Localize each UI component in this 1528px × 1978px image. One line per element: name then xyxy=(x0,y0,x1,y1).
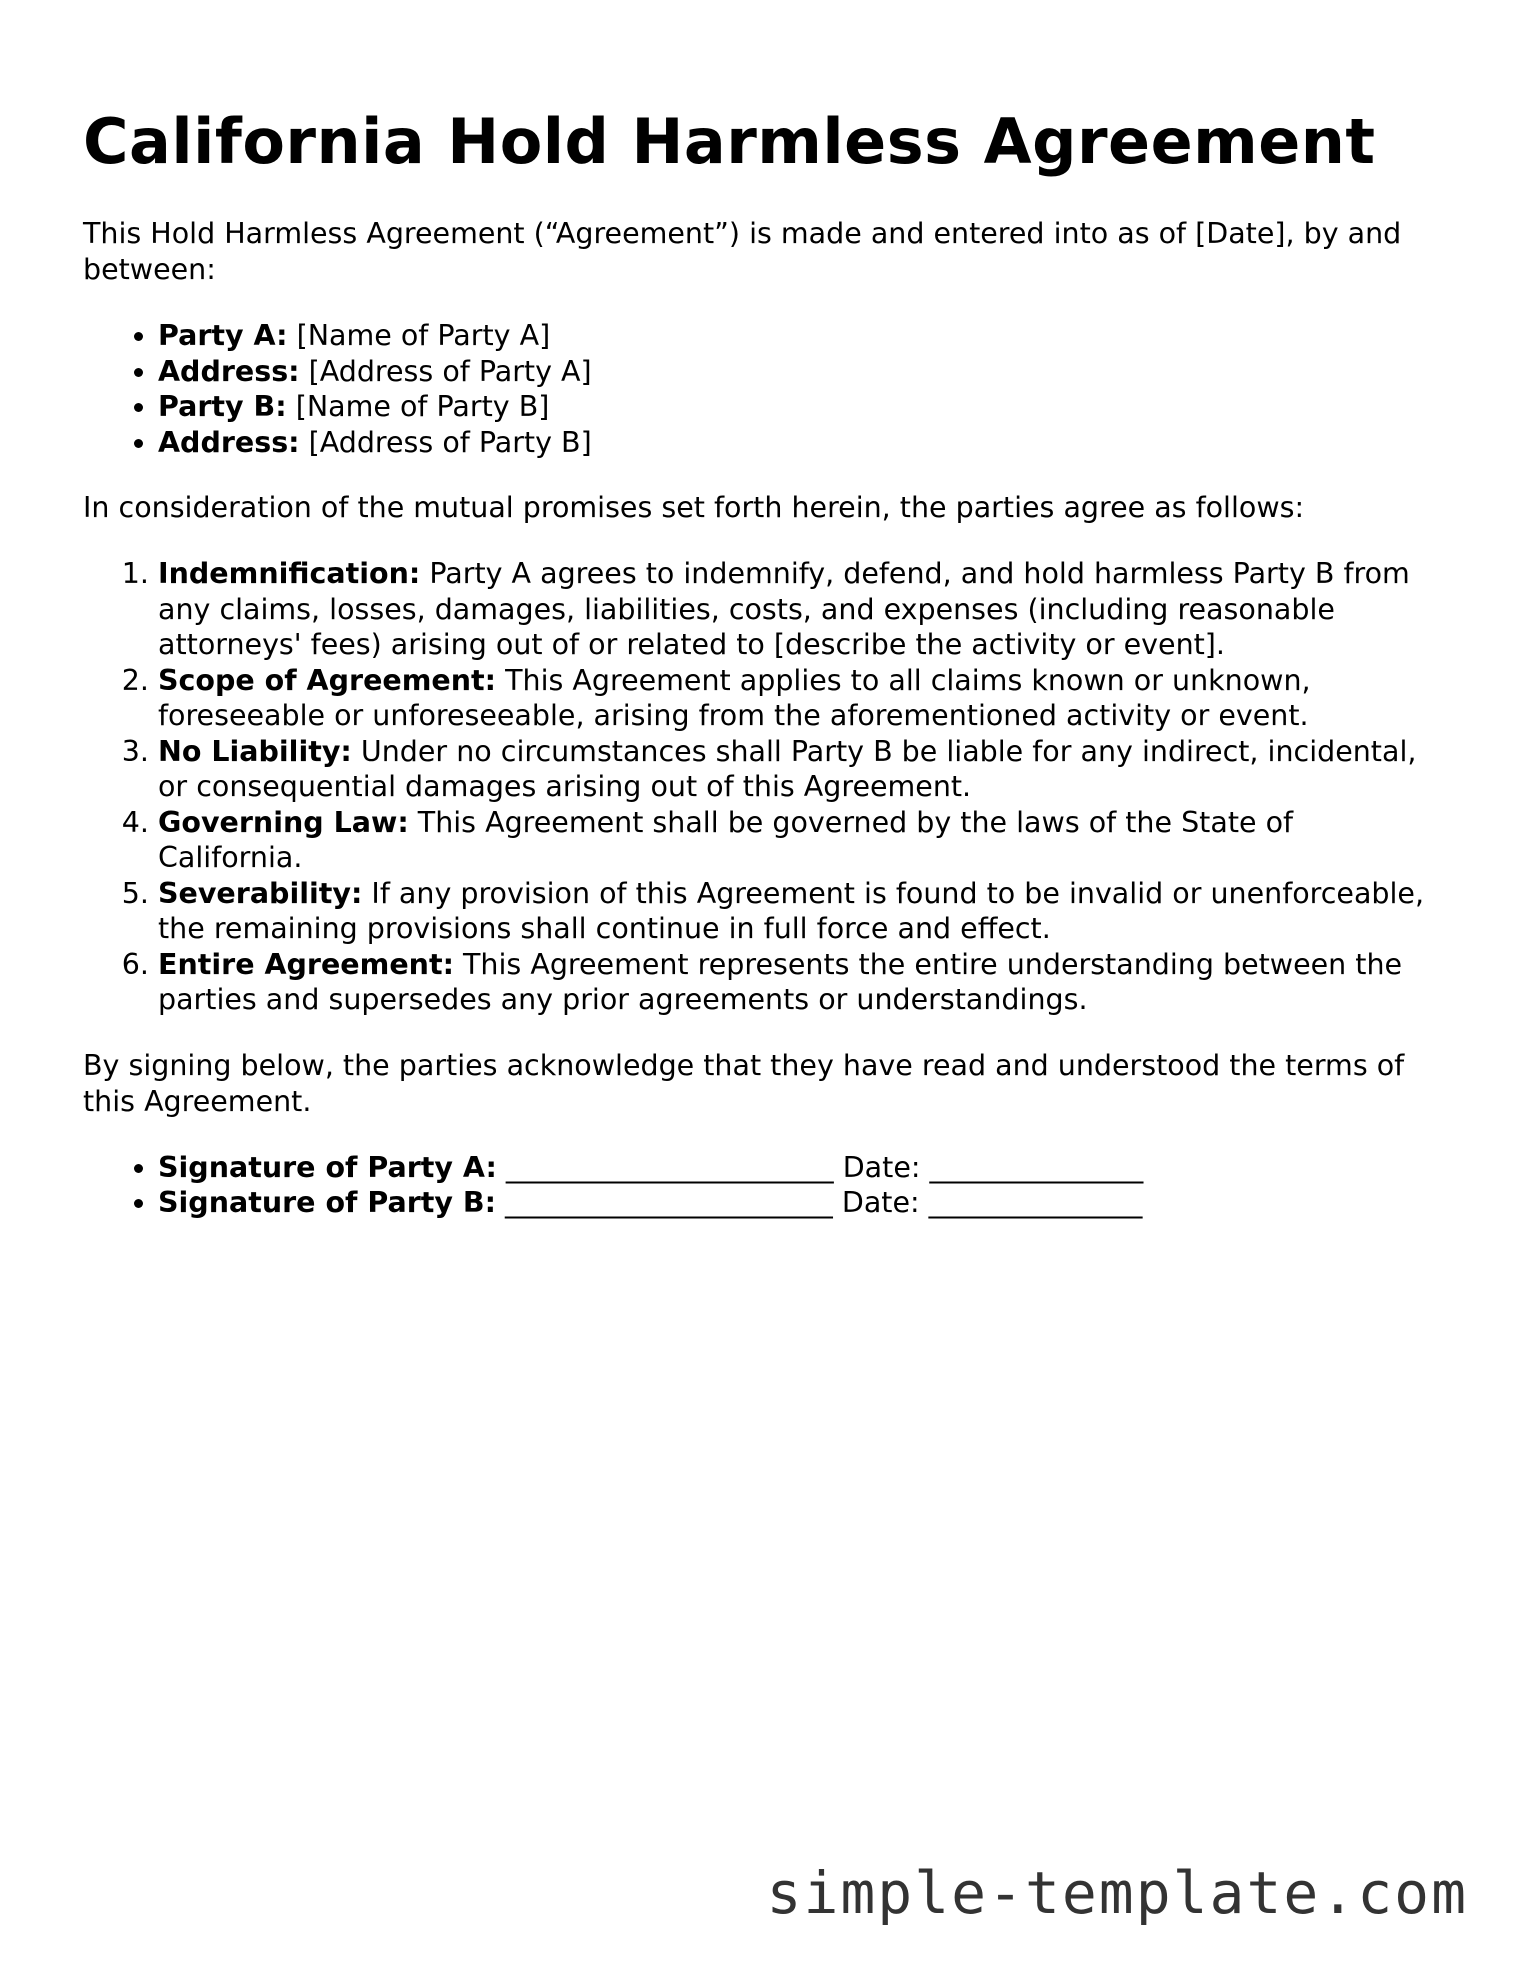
party-a-name-item xyxy=(158,318,1428,354)
signature-line: _______________________ Date: _______________ xyxy=(496,1186,1143,1219)
party-a-address-item xyxy=(158,354,1428,390)
party-label: Address: xyxy=(158,425,300,459)
party-b-name-item xyxy=(158,389,1428,425)
signature-label: Signature of Party A: xyxy=(158,1150,497,1184)
party-label: Address: xyxy=(158,354,300,388)
party-b-address-item xyxy=(158,425,1428,461)
term-text: Under no circumstances shall Party B be liable for any indirect, incidental, or consequential damages arising out of this Agreement. xyxy=(158,734,1417,803)
term-label: Governing Law: xyxy=(158,805,409,839)
term-item-no-liability xyxy=(158,734,1428,805)
term-label: Indemnification: xyxy=(158,557,421,590)
party-value: [Name of Party B] xyxy=(286,390,550,423)
document-page xyxy=(83,100,1428,1221)
terms-list xyxy=(83,556,1428,1018)
party-label: Party B: xyxy=(158,390,287,423)
term-label: Severability: xyxy=(158,876,363,910)
acknowledgement-paragraph: By signing below, the parties acknowledge that they have read and understood the terms of this Agreement. xyxy=(83,1048,1405,1118)
intro-paragraph: This Hold Harmless Agreement (“Agreement”) is made and entered into as of [Date], by and between: xyxy=(83,217,1402,286)
term-text: This Agreement represents the entire understanding between the parties and supersedes any prior agreements or understandings. xyxy=(158,947,1403,1016)
term-text: If any provision of this Agreement is found to be invalid or unenforceable, the remaining provisions shall continue in full force and effect. xyxy=(158,876,1425,945)
signatures-list xyxy=(83,1150,1428,1221)
term-item-scope xyxy=(158,663,1428,734)
signature-item-party-a xyxy=(158,1150,1428,1186)
signature-label: Signature of Party B: xyxy=(158,1186,496,1219)
term-label: Entire Agreement: xyxy=(158,947,454,981)
term-text: This Agreement shall be governed by the laws of the State of California. xyxy=(158,805,1294,874)
document-title: California Hold Harmless Agreement xyxy=(83,105,1376,178)
term-item-severability xyxy=(158,876,1428,947)
term-label: Scope of Agreement: xyxy=(158,663,497,697)
footer-watermark: simple-template.com xyxy=(766,1859,1468,1927)
term-text: This Agreement applies to all claims known or unknown, foreseeable or unforeseeable, arising from the aforementioned activity or event. xyxy=(158,663,1311,732)
term-item-indemnification xyxy=(158,556,1428,663)
signature-item-party-b xyxy=(158,1185,1428,1221)
parties-list xyxy=(83,318,1428,460)
term-label: No Liability: xyxy=(158,734,352,768)
term-text: Party A agrees to indemnify, defend, and hold harmless Party B from any claims, losses, damages, liabilities, costs, and expenses (including reasonable attorneys' fees) arising out of or related to [describe the activity or event]. xyxy=(158,557,1410,661)
party-label: Party A: xyxy=(158,319,288,352)
signature-line: _______________________ Date: _______________ xyxy=(496,1150,1144,1184)
party-value: [Address of Party B] xyxy=(299,425,592,459)
term-item-governing-law xyxy=(158,805,1428,876)
consideration-paragraph: In consideration of the mutual promises set forth herein, the parties agree as follows: xyxy=(83,491,1305,524)
party-value: [Address of Party A] xyxy=(299,354,592,388)
term-item-entire-agreement xyxy=(158,947,1428,1018)
party-value: [Name of Party A] xyxy=(287,319,551,352)
